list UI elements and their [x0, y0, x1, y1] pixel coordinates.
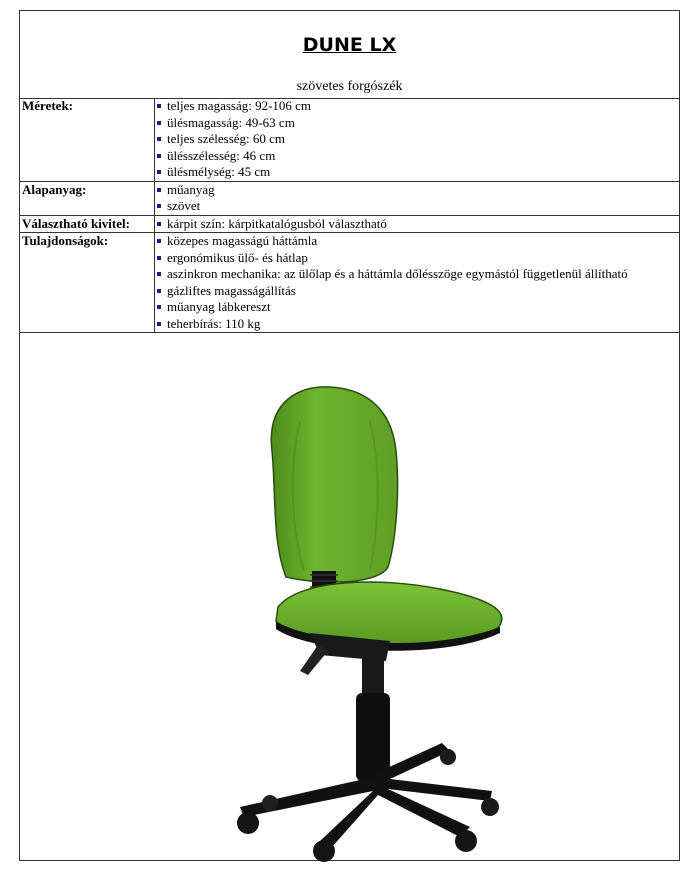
- spec-list: [157, 233, 677, 332]
- product-title: DUNE LX: [302, 34, 397, 56]
- spec-item: műanyag: [157, 182, 677, 199]
- spec-item: teljes magasság: 92-106 cm: [157, 98, 677, 115]
- chair-illustration: [200, 371, 540, 866]
- spec-row-alapanyag: [20, 181, 679, 215]
- spec-label: Alapanyag:: [20, 181, 155, 215]
- spec-item: ülésszélesség: 46 cm: [157, 148, 677, 165]
- caster: [440, 749, 456, 765]
- product-subtitle: szövetes forgószék: [296, 79, 403, 94]
- spec-item: kárpit szín: kárpitkatalógusból választható: [157, 216, 677, 233]
- spec-row-tulajdonsagok: [20, 233, 679, 333]
- spec-item: műanyag lábkereszt: [157, 299, 677, 316]
- header-cell: [20, 11, 679, 99]
- spec-item: gázliftes magasságállítás: [157, 283, 677, 300]
- spec-item: aszinkron mechanika: az ülőlap és a háttámla dőlésszöge egymástól függetlenül állítható: [157, 266, 677, 283]
- spec-item: teherbírás: 110 kg: [157, 316, 677, 333]
- caster: [313, 840, 335, 862]
- caster: [481, 798, 499, 816]
- spec-list: [157, 216, 677, 233]
- product-sheet: [19, 10, 680, 861]
- spec-item: szövet: [157, 198, 677, 215]
- spec-row-meretek: [20, 98, 679, 181]
- spec-item: közepes magasságú háttámla: [157, 233, 677, 250]
- caster: [455, 830, 477, 852]
- gas-lift: [362, 657, 384, 697]
- spec-item: teljes szélesség: 60 cm: [157, 131, 677, 148]
- spec-item: ülésmélység: 45 cm: [157, 164, 677, 181]
- spec-row-valaszthato-kivitel: [20, 215, 679, 233]
- spec-item: ergonómikus ülő- és hátlap: [157, 250, 677, 267]
- spec-label: Méretek:: [20, 98, 155, 181]
- spec-label: Választható kivitel:: [20, 215, 155, 233]
- spec-item: ülésmagasság: 49-63 cm: [157, 115, 677, 132]
- backrest: [271, 387, 397, 582]
- caster: [262, 795, 278, 811]
- spec-list: [157, 98, 677, 181]
- spec-list: [157, 182, 677, 215]
- spec-label: Tulajdonságok:: [20, 233, 155, 333]
- caster: [237, 812, 259, 834]
- spec-table: [20, 98, 679, 333]
